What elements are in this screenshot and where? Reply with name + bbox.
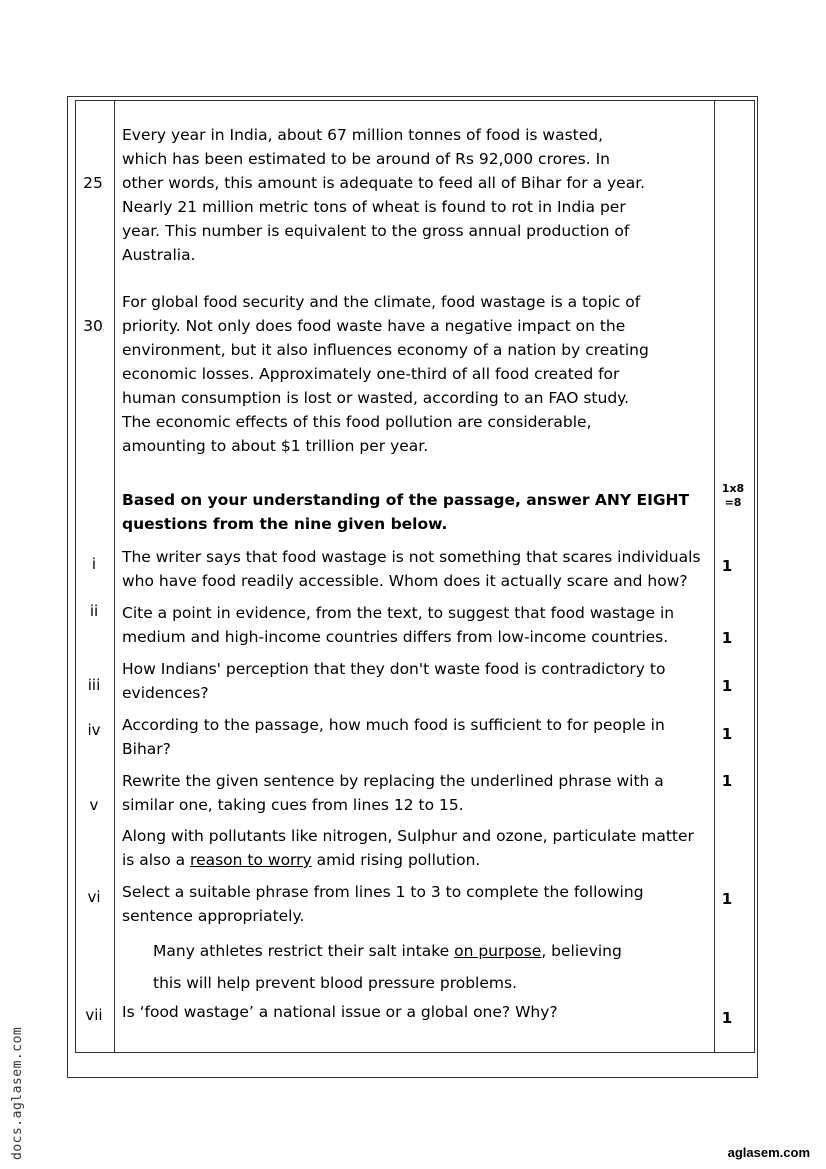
question-v-text	[122, 769, 664, 817]
passage-line: priority. Not only does food waste have a negative impact on the	[122, 317, 626, 335]
passage-line: economic losses. Approximately one-third of all food created for	[122, 365, 620, 383]
question-vii-text	[122, 1000, 558, 1024]
instruction-line: Based on your understanding of the passage, answer ANY EIGHT	[122, 491, 690, 509]
question-vii-marks: 1	[721, 1009, 733, 1027]
question-iv-text	[122, 713, 665, 761]
passage-paragraph-3	[122, 123, 645, 267]
instruction-line: questions from the nine given below.	[122, 515, 448, 533]
question-number-ii: ii	[89, 602, 99, 620]
passage-line: amounting to about $1 trillion per year.	[122, 437, 429, 455]
line-number-25: 25	[83, 174, 103, 192]
question-line: According to the passage, how much food is sufficient to for people in	[122, 716, 665, 734]
question-line: who have food readily accessible. Whom does it actually scare and how?	[122, 572, 688, 590]
passage-line: For global food security and the climate, food wastage is a topic of	[122, 293, 641, 311]
underlined-phrase: reason to worry	[190, 851, 312, 869]
example-line	[122, 848, 694, 872]
question-line: Rewrite the given sentence by replacing the underlined phrase with a	[122, 772, 664, 790]
example-line	[153, 935, 622, 967]
underlined-phrase: on purpose	[454, 942, 542, 960]
question-v-marks: 1	[721, 772, 733, 790]
example-line: Along with pollutants like nitrogen, Sulphur and ozone, particulate matter	[122, 827, 694, 845]
passage-line: other words, this amount is adequate to feed all of Bihar for a year.	[122, 174, 646, 192]
question-ii-text	[122, 601, 674, 649]
question-line: Select a suitable phrase from lines 1 to 3 to complete the following	[122, 883, 644, 901]
question-line: Cite a point in evidence, from the text, to suggest that food wastage in	[122, 604, 675, 622]
question-number-vi: vi	[87, 888, 101, 906]
question-i-marks: 1	[721, 557, 733, 575]
passage-line: environment, but it also influences economy of a nation by creating	[122, 341, 649, 359]
instruction-marks	[716, 482, 750, 510]
question-line: medium and high-income countries differs from low-income countries.	[122, 628, 669, 646]
passage-paragraph-4	[122, 290, 649, 458]
line-number-30: 30	[83, 317, 103, 335]
line-number-column-divider	[114, 100, 115, 1053]
passage-line: human consumption is lost or wasted, according to an FAO study.	[122, 389, 630, 407]
question-ii-marks: 1	[721, 629, 733, 647]
question-vi-example	[153, 935, 622, 999]
question-iii-text	[122, 657, 665, 705]
question-vi-marks: 1	[721, 890, 733, 908]
passage-line: Every year in India, about 67 million tonnes of food is wasted,	[122, 126, 604, 144]
marks-bottom: =8	[724, 496, 742, 509]
question-line: The writer says that food wastage is not something that scares individuals	[122, 548, 701, 566]
question-number-vii: vii	[85, 1006, 103, 1024]
question-iv-marks: 1	[721, 725, 733, 743]
question-number-iv: iv	[87, 721, 101, 739]
marks-top: 1x8	[721, 482, 745, 495]
question-line: Is ‘food wastage’ a national issue or a global one? Why?	[122, 1003, 558, 1021]
passage-line: Australia.	[122, 246, 196, 264]
question-line: How Indians' perception that they don't waste food is contradictory to	[122, 660, 666, 678]
question-line: similar one, taking cues from lines 12 to 15.	[122, 796, 464, 814]
example-text: is also a	[122, 851, 191, 869]
question-i-text	[122, 545, 700, 593]
passage-line: The economic effects of this food pollution are considerable,	[122, 413, 592, 431]
footer-watermark: aglasem.com	[727, 1145, 810, 1160]
question-line: Bihar?	[122, 740, 171, 758]
example-text: Many athletes restrict their salt intake	[153, 942, 455, 960]
example-text: , believing	[541, 942, 622, 960]
question-number-i: i	[91, 555, 97, 573]
question-v-example	[122, 824, 694, 872]
question-line: evidences?	[122, 684, 209, 702]
question-number-iii: iii	[87, 676, 101, 694]
example-line: this will help prevent blood pressure problems.	[153, 974, 518, 992]
marks-column-divider	[714, 100, 715, 1053]
example-text: amid rising pollution.	[311, 851, 481, 869]
passage-line: which has been estimated to be around of Rs 92,000 crores. In	[122, 150, 610, 168]
question-iii-marks: 1	[721, 677, 733, 695]
passage-line: Nearly 21 million metric tons of wheat is found to rot in India per	[122, 198, 626, 216]
side-watermark: docs.aglasem.com	[10, 1026, 25, 1160]
question-vi-text	[122, 880, 644, 928]
question-line: sentence appropriately.	[122, 907, 305, 925]
passage-line: year. This number is equivalent to the gross annual production of	[122, 222, 630, 240]
question-number-v: v	[89, 796, 99, 814]
instruction-text	[122, 488, 689, 536]
